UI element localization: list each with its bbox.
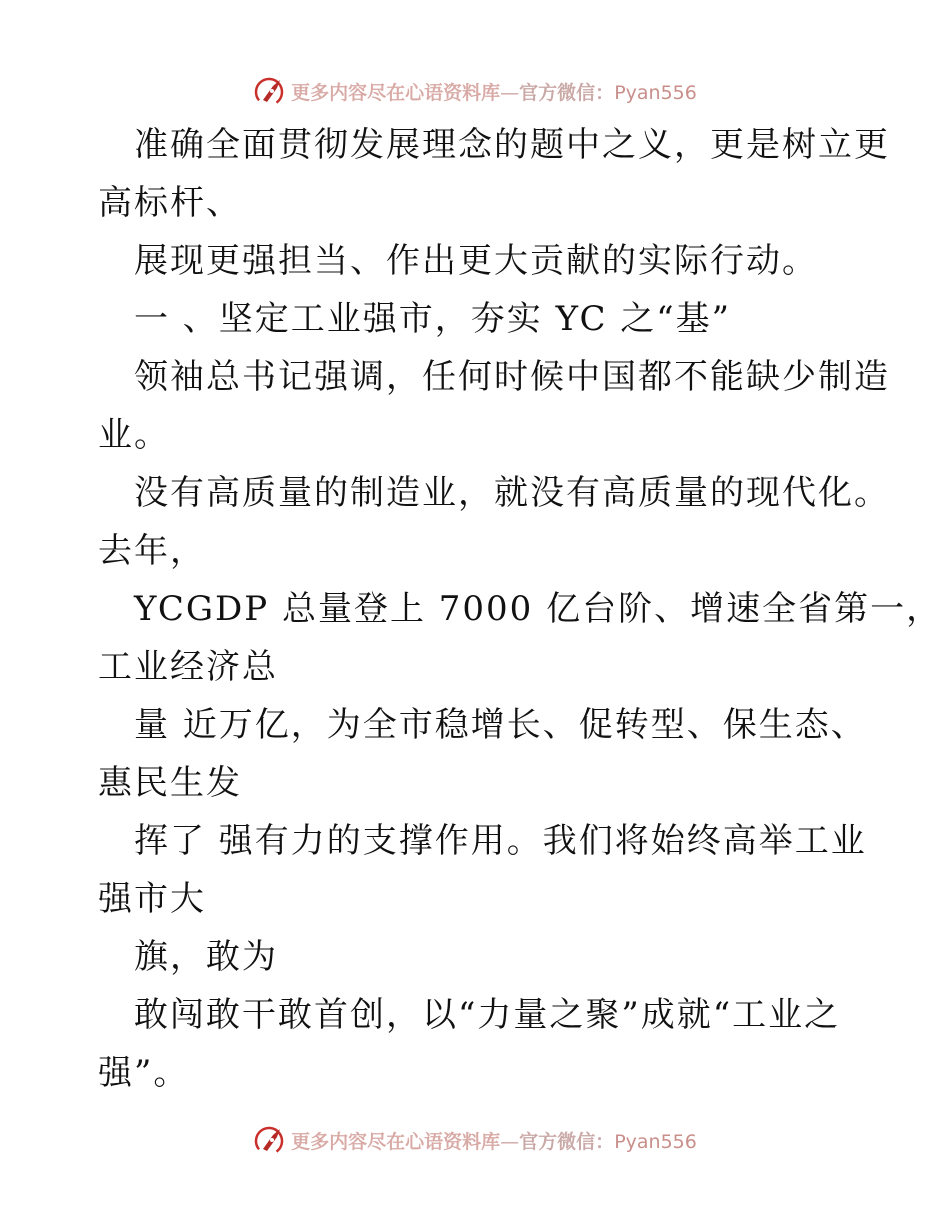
watermark-dash: — [500,1130,520,1153]
text-line: 敢闯敢干敢首创，以“力量之聚”成就“工业之 [134,995,841,1035]
text-line: 量 近万亿，为全市稳增长、促转型、保生态、 [134,705,867,745]
text-line: 挥了 强有力的支撑作用。我们将始终高举工业 [134,821,867,861]
text-line: 准确全面贯彻发展理念的题中之义，更是树立更 [134,125,890,165]
watermark-wechat-label: 官方微信： [519,81,615,104]
text-line: 展现更强担当、作出更大贡献的实际行动。 [134,241,818,281]
text-line: 没有高质量的制造业，就没有高质量的现代化。 [134,473,890,513]
document-body [98,116,943,1102]
watermark-wechat-label: 官方微信： [519,1130,615,1153]
text-line: 工业经济总 [98,647,278,687]
text-line: 旗，敢为 [134,937,278,977]
footer-watermark [0,1120,950,1160]
text-line: 高标杆、 [98,183,242,223]
text-line: 惠民生发 [98,763,242,803]
watermark-wechat-id: Pyan556 [614,1130,697,1153]
watermark-text: 更多内容尽在心语资料库 [291,1130,501,1153]
header-watermark [0,71,950,111]
text-line: 去年， [98,531,206,571]
text-line: 领袖总书记强调，任何时候中国都不能缺少制造 [134,357,890,397]
pen-nib-logo-icon [253,1123,287,1157]
watermark-wechat-id: Pyan556 [614,81,697,104]
text-line: 强”。 [98,1053,190,1093]
watermark-dash: — [500,81,520,104]
pen-nib-logo-icon [253,74,287,108]
section-heading: 一 、坚定工业强市，夯实 YC 之“基” [134,299,732,339]
watermark-text: 更多内容尽在心语资料库 [291,81,501,104]
text-line: YCGDP 总量登上 7000 亿台阶、增速全省第一， [134,589,943,629]
text-line: 业。 [98,415,170,455]
text-line: 强市大 [98,879,206,919]
